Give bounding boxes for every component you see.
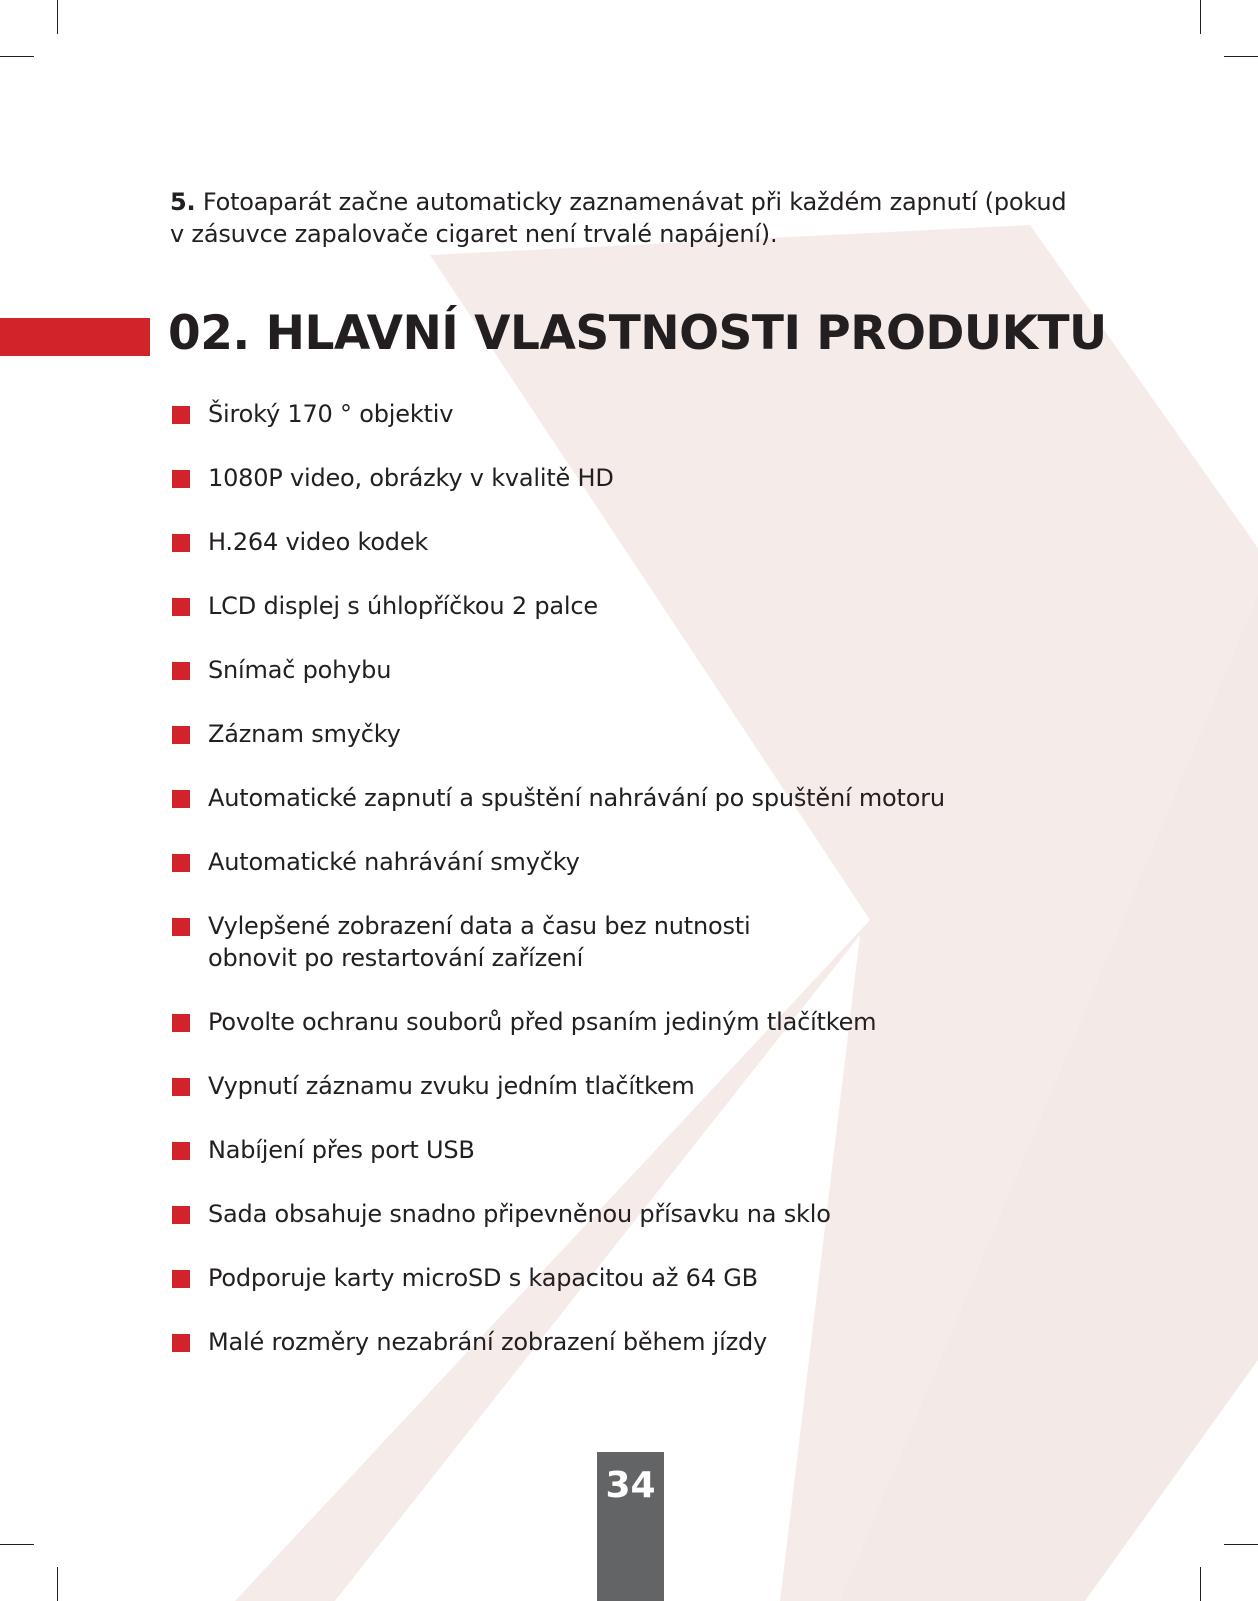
square-bullet-icon [172,1142,190,1160]
list-item: Snímač pohybu [172,654,391,686]
square-bullet-icon [172,1206,190,1224]
crop-mark [57,0,58,34]
square-bullet-icon [172,726,190,744]
square-bullet-icon [172,406,190,424]
heading-accent-bar [0,318,150,356]
square-bullet-icon [172,918,190,936]
list-item: H.264 video kodek [172,526,428,558]
square-bullet-icon [172,662,190,680]
intro-paragraph [170,186,1070,250]
square-bullet-icon [172,854,190,872]
square-bullet-icon [172,598,190,616]
crop-mark [1200,0,1201,34]
square-bullet-icon [172,534,190,552]
crop-mark [1200,1567,1201,1601]
section-heading: 02. HLAVNÍ VLASTNOSTI PRODUKTU [168,306,1107,361]
crop-mark [1224,1544,1258,1545]
list-item: Vylepšené zobrazení data a času bez nutnosti obnovit po restartování zařízení [172,910,751,974]
crop-mark [0,1544,34,1545]
crop-mark [57,1567,58,1601]
crop-mark [0,56,34,57]
list-item: Automatické nahrávání smyčky [172,846,580,878]
list-item: Podporuje karty microSD s kapacitou až 64 GB [172,1262,758,1294]
list-item: LCD displej s úhlopříčkou 2 palce [172,590,598,622]
square-bullet-icon [172,470,190,488]
intro-step-number: 5. [170,188,196,216]
list-item: Povolte ochranu souborů před psaním jediným tlačítkem [172,1006,876,1038]
list-item: Záznam smyčky [172,718,401,750]
square-bullet-icon [172,790,190,808]
page-number-box [597,1452,664,1601]
list-item: Sada obsahuje snadno připevněnou přísavku na sklo [172,1198,831,1230]
list-item: 1080P video, obrázky v kvalitě HD [172,462,614,494]
list-item: Malé rozměry nezabrání zobrazení během jízdy [172,1326,767,1358]
square-bullet-icon [172,1014,190,1032]
list-item: Automatické zapnutí a spuštění nahrávání po spuštění motoru [172,782,945,814]
list-item: Nabíjení přes port USB [172,1134,475,1166]
square-bullet-icon [172,1334,190,1352]
list-item: Vypnutí záznamu zvuku jedním tlačítkem [172,1070,695,1102]
page-number: 34 [605,1465,656,1506]
square-bullet-icon [172,1270,190,1288]
intro-text: Fotoaparát začne automaticky zaznamenávat při každém zapnutí (pokud v zásuvce zapalovače cigaret není trvalé napájení). [170,188,1067,248]
square-bullet-icon [172,1078,190,1096]
crop-mark [1224,56,1258,57]
list-item: Široký 170 ° objektiv [172,398,453,430]
